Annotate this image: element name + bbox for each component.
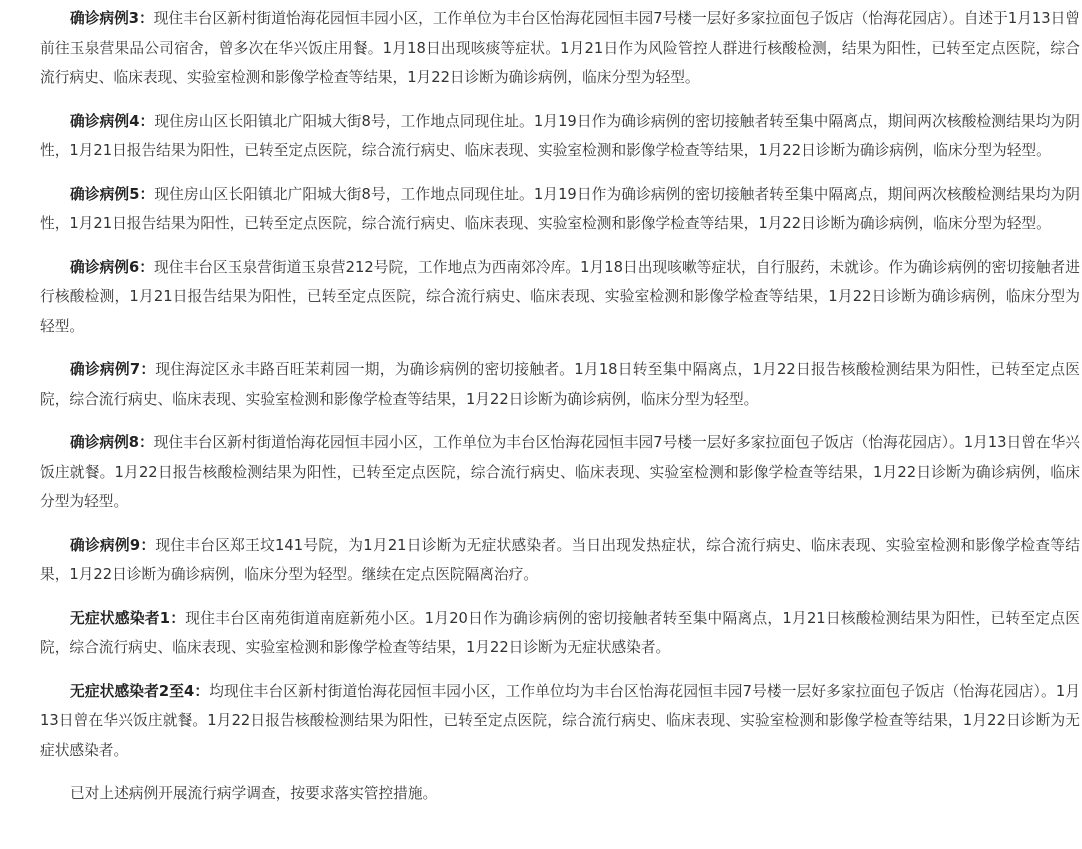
case-label: 确诊病例3： <box>70 10 154 27</box>
case-text: 均现住丰台区新村街道怡海花园恒丰园小区，工作单位均为丰台区怡海花园恒丰园7号楼一层好多家拉面包子饭店（怡海花园店）。1月13日曾在华兴饭庄就餐。1月22日报告核酸检测结果为阳性，已转至定点医院，综合流行病史、临床表现、实验室检测和影像学检查等结果，1月22日诊断为无症状感染者。 <box>40 682 1081 759</box>
case-label: 确诊病例6： <box>70 258 154 276</box>
case-paragraph-confirmed-5 <box>40 180 1080 239</box>
case-label: 确诊病例4： <box>70 112 155 130</box>
case-paragraph-confirmed-9 <box>40 531 1080 590</box>
case-paragraph-confirmed-8 <box>40 428 1080 517</box>
case-paragraph-asymptomatic-1 <box>40 604 1080 663</box>
case-label: 确诊病例5： <box>70 185 155 203</box>
case-label: 无症状感染者2至4： <box>70 682 210 700</box>
case-text: 现住丰台区郑王坟141号院，为1月21日诊断为无症状感染者。当日出现发热症状，综合流行病史、临床表现、实验室检测和影像学检查等结果，1月22日诊断为确诊病例，临床分型为轻型。继续在定点医院隔离治疗。 <box>40 536 1080 583</box>
case-paragraph-confirmed-7 <box>40 355 1080 414</box>
case-label: 无症状感染者1： <box>70 609 186 627</box>
case-label: 确诊病例8： <box>70 434 154 451</box>
case-text: 现住丰台区新村街道怡海花园恒丰园小区，工作单位为丰台区怡海花园恒丰园7号楼一层好多家拉面包子饭店（怡海花园店）。自述于1月13日曾前往玉泉营果品公司宿舍，曾多次在华兴饭庄用餐。1月18日出现咳痰等症状。1月21日作为风险管控人群进行核酸检测，结果为阳性，已转至定点医院，综合流行病史、临床表现、实验室检测和影像学检查等结果，1月22日诊断为确诊病例，临床分型为轻型。 <box>40 10 1080 86</box>
case-text: 现住房山区长阳镇北广阳城大街8号，工作地点同现住址。1月19日作为确诊病例的密切接触者转至集中隔离点，期间两次核酸检测结果均为阴性，1月21日报告结果为阳性，已转至定点医院，综合流行病史、临床表现、实验室检测和影像学检查等结果，1月22日诊断为确诊病例，临床分型为轻型。 <box>40 112 1080 159</box>
case-paragraph-confirmed-3 <box>40 4 1080 93</box>
closing-paragraph: 已对上述病例开展流行病学调查，按要求落实管控措施。 <box>70 785 438 802</box>
case-text: 现住房山区长阳镇北广阳城大街8号，工作地点同现住址。1月19日作为确诊病例的密切接触者转至集中隔离点，期间两次核酸检测结果均为阴性，1月21日报告结果为阳性，已转至定点医院，综合流行病史、临床表现、实验室检测和影像学检查等结果，1月22日诊断为确诊病例，临床分型为轻型。 <box>40 185 1080 232</box>
case-text: 现住海淀区永丰路百旺茉莉园一期，为确诊病例的密切接触者。1月18日转至集中隔离点，1月22日报告核酸检测结果为阳性，已转至定点医院，综合流行病史、临床表现、实验室检测和影像学检查等结果，1月22日诊断为确诊病例，临床分型为轻型。 <box>40 361 1080 408</box>
case-label: 确诊病例7： <box>70 361 156 378</box>
case-paragraph-asymptomatic-2-4 <box>40 677 1080 766</box>
case-paragraph-confirmed-6 <box>40 253 1080 342</box>
case-paragraph-confirmed-4 <box>40 107 1080 166</box>
case-text: 现住丰台区玉泉营街道玉泉营212号院，工作地点为西南郊冷库。1月18日出现咳嗽等症状，自行服药，未就诊。作为确诊病例的密切接触者进行核酸检测，1月21日报告结果为阳性，已转至定点医院，综合流行病史、临床表现、实验室检测和影像学检查等结果，1月22日诊断为确诊病例，临床分型为轻型。 <box>40 258 1080 335</box>
case-label: 确诊病例9： <box>70 536 156 554</box>
case-text: 现住丰台区新村街道怡海花园恒丰园小区，工作单位为丰台区怡海花园恒丰园7号楼一层好多家拉面包子饭店（怡海花园店）。1月13日曾在华兴饭庄就餐。1月22日报告核酸检测结果为阳性，已转至定点医院，综合流行病史、临床表现、实验室检测和影像学检查等结果，1月22日诊断为确诊病例，临床分型为轻型。 <box>40 434 1080 510</box>
case-text: 现住丰台区南苑街道南庭新苑小区。1月20日作为确诊病例的密切接触者转至集中隔离点，1月21日核酸检测结果为阳性，已转至定点医院，综合流行病史、临床表现、实验室检测和影像学检查等结果，1月22日诊断为无症状感染者。 <box>40 609 1080 656</box>
